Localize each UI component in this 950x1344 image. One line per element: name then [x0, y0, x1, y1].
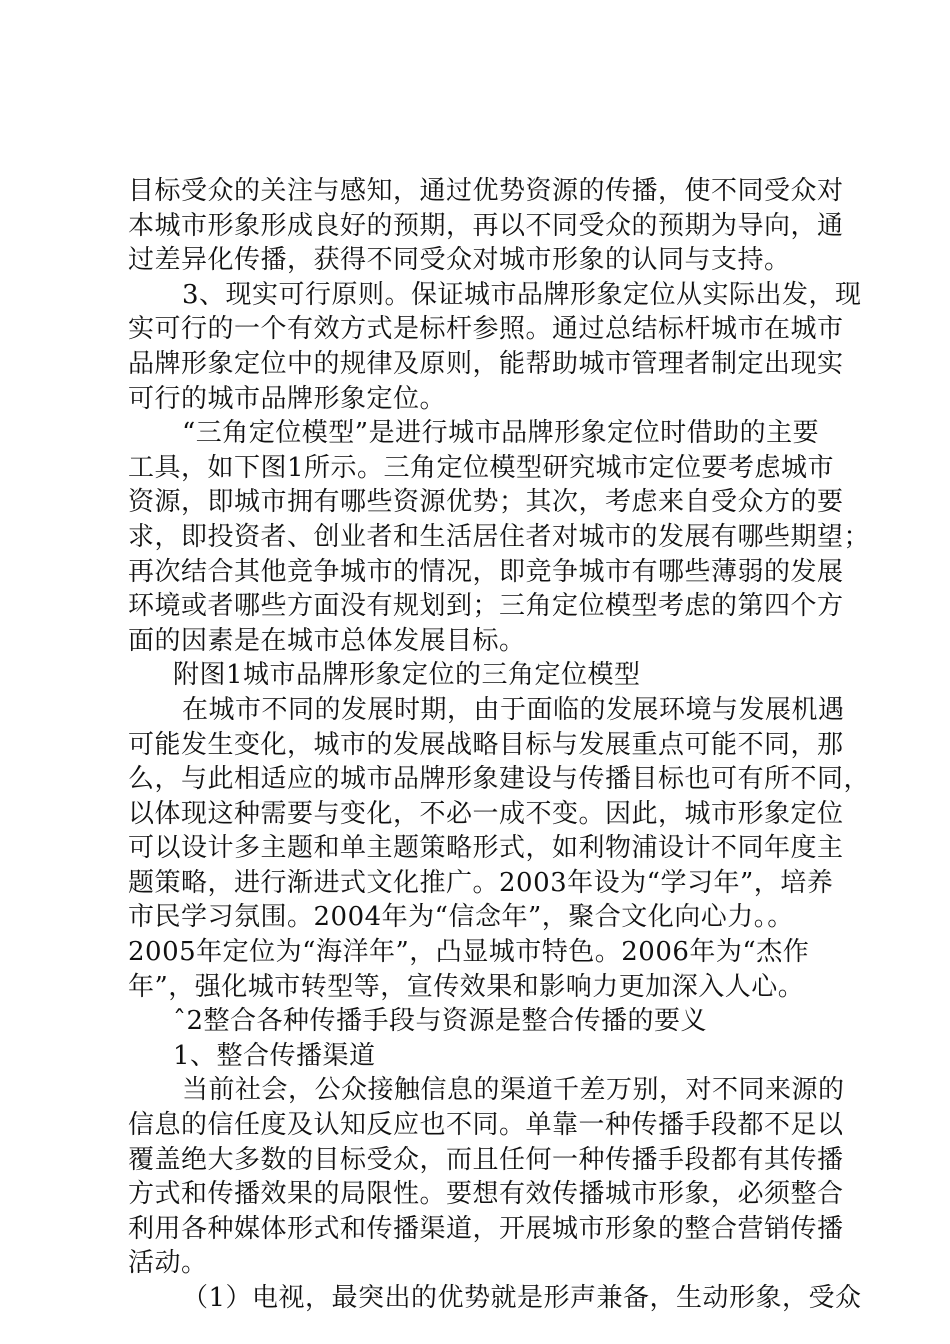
- text-line: 题策略，进行渐进式文化推广。2003年设为“学习年”，培养: [128, 867, 834, 898]
- paragraph-first-line: （1）电视，最突出的优势就是形声兼备，生动形象，受众: [182, 1283, 862, 1313]
- paragraph-first-line: 在城市不同的发展时期，由于面临的发展环境与发展机遇: [182, 694, 845, 725]
- text-line: 么，与此相适应的城市品牌形象建设与传播目标也可有所不同，: [128, 764, 871, 795]
- text-line: 市民学习氛围。2004年为“信念年”，聚合文化向心力。。: [128, 902, 794, 933]
- text-line: 再次结合其他竞争城市的情况，即竞争城市有哪些薄弱的发展: [128, 556, 844, 587]
- text-line: 面的因素是在城市总体发展目标。: [128, 625, 526, 656]
- text-line: 环境或者哪些方面没有规划到；三角定位模型考虑的第四个方: [128, 591, 844, 622]
- text-line: 资源，即城市拥有哪些资源优势；其次，考虑来自受众方的要: [128, 487, 844, 518]
- text-line: 方式和传播效果的局限性。要想有效传播城市形象，必须整合: [128, 1179, 844, 1210]
- body-text: [128, 174, 871, 1316]
- text-line: 求，即投资者、创业者和生活居住者对城市的发展有哪些期望；: [128, 521, 871, 552]
- paragraph-first-line: 当前社会，公众接触信息的渠道千差万别，对不同来源的: [182, 1075, 845, 1106]
- figure-caption: 附图1城市品牌形象定位的三角定位模型: [173, 660, 641, 691]
- text-line: 覆盖绝大多数的目标受众，而且任何一种传播手段都有其传播: [128, 1144, 844, 1175]
- text-line: 工具，如下图1所示。三角定位模型研究城市定位要考虑城市: [128, 452, 835, 483]
- paragraph-first-line: “三角定位模型”是进行城市品牌形象定位时借助的主要: [182, 418, 820, 449]
- text-line: 2005年定位为“海洋年”，凸显城市特色。2006年为“杰作: [128, 937, 810, 968]
- paragraph-first-line: 3、现实可行原则。保证城市品牌形象定位从实际出发，现: [182, 279, 862, 310]
- text-line: 以体现这种需要与变化，不必一成不变。因此，城市形象定位: [128, 798, 844, 829]
- text-line: 本城市形象形成良好的预期，再以不同受众的预期为导向，通: [128, 210, 844, 241]
- text-line: 信息的信任度及认知反应也不同。单靠一种传播手段都不足以: [128, 1110, 844, 1141]
- text-line: 可能发生变化，城市的发展战略目标与发展重点可能不同，那: [128, 729, 844, 760]
- text-line: 利用各种媒体形式和传播渠道，开展城市形象的整合营销传播: [128, 1213, 844, 1244]
- text-line: 可以设计多主题和单主题策略形式，如利物浦设计不同年度主: [128, 833, 844, 864]
- text-line: 年”，强化城市转型等，宣传效果和影响力更加深入人心。: [128, 971, 805, 1002]
- text-line: 活动。: [128, 1248, 208, 1279]
- text-line: 品牌形象定位中的规律及原则，能帮助城市管理者制定出现实: [128, 348, 844, 379]
- subsection-heading: 1、整合传播渠道: [173, 1040, 376, 1071]
- section-heading: ˆ2整合各种传播手段与资源是整合传播的要义: [173, 1006, 708, 1037]
- text-line: 实可行的一个有效方式是标杆参照。通过总结标杆城市在城市: [128, 314, 844, 345]
- text-line: 过差异化传播，获得不同受众对城市形象的认同与支持。: [128, 245, 791, 276]
- text-line: 目标受众的关注与感知，通过优势资源的传播，使不同受众对: [128, 176, 844, 206]
- text-line: 可行的城市品牌形象定位。: [128, 383, 447, 414]
